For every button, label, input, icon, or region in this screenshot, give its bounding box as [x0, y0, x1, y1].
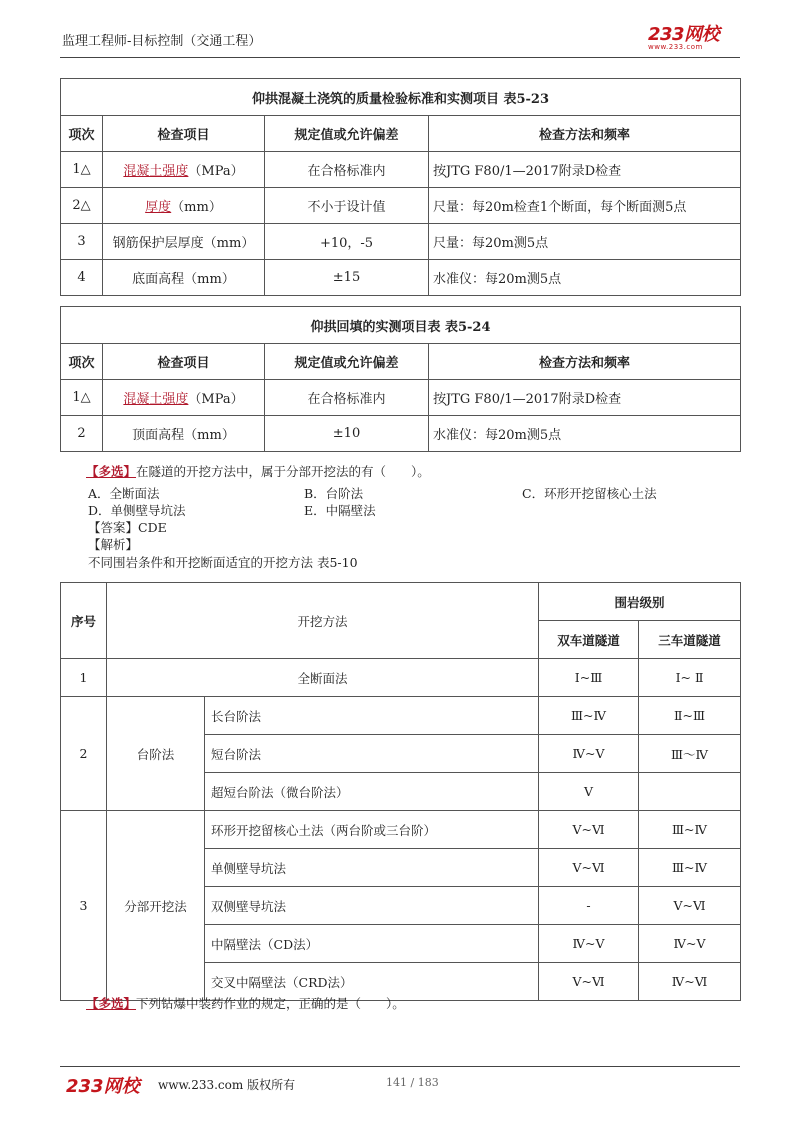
question-text: 下列钻爆中装药作业的规定，正确的是（ ）。 [136, 996, 405, 1011]
table-row [61, 416, 741, 452]
item-link[interactable]: 混凝土强度 [123, 164, 189, 179]
cell-sub-method: 中隔壁法（CD法） [205, 925, 539, 963]
col-header: 检查项目 [103, 344, 265, 380]
cell-item: 底面高程（mm） [103, 260, 265, 296]
item-unit: （mm） [171, 200, 222, 215]
cell-sub-method: 环形开挖留核心土法（两台阶或三台阶） [205, 811, 539, 849]
col-header: 项次 [61, 116, 103, 152]
cell-value: 在合格标准内 [265, 380, 429, 416]
cell-value: ±10 [265, 416, 429, 452]
cell-method: 水准仪：每20m测5点 [429, 416, 741, 452]
cell-sub-method: 交叉中隔壁法（CRD法） [205, 963, 539, 1001]
cell-sub-method: 单侧壁导坑法 [205, 849, 539, 887]
cell-three: Ⅳ~Ⅵ [639, 963, 741, 1001]
cell-sub-method: 双侧壁导坑法 [205, 887, 539, 925]
table-row [61, 659, 741, 697]
cell-two: Ⅳ~Ⅴ [539, 735, 639, 773]
brand-logo [648, 20, 740, 51]
question-2 [86, 995, 405, 1012]
cell-two: Ⅴ [539, 773, 639, 811]
cell-three: Ⅲ~Ⅳ [639, 811, 741, 849]
page-number: 141 / 183 [386, 1076, 439, 1089]
table-caption: 仰拱回填的实测项目表 表5-24 [61, 307, 741, 344]
item-unit: （MPa） [188, 392, 244, 407]
col-header-no: 序号 [61, 583, 107, 659]
page-header-title: 监理工程师-目标控制（交通工程） [62, 34, 262, 49]
cell-no: 1 [61, 659, 107, 697]
cell-value: +10，-5 [265, 224, 429, 260]
cell-method: 水准仪：每20m测5点 [429, 260, 741, 296]
cell-no: 1△ [61, 152, 103, 188]
col-header: 项次 [61, 344, 103, 380]
option-c: C．环形开挖留核心土法 [522, 486, 657, 501]
brand-logo-text: 233网校 [648, 24, 720, 45]
table-row [61, 152, 741, 188]
footer-divider [60, 1066, 740, 1067]
cell-three: Ⅴ~Ⅵ [639, 887, 741, 925]
cell-value: 在合格标准内 [265, 152, 429, 188]
option-e: E．中隔壁法 [304, 503, 376, 518]
cell-item [103, 380, 265, 416]
table-5-10-title: 不同围岩条件和开挖断面适宜的开挖方法 表5-10 [88, 555, 358, 570]
table-row [61, 224, 741, 260]
question-tag[interactable]: 【多选】 [86, 464, 137, 479]
cell-no: 2 [61, 697, 107, 811]
brand-logo-sub: www.233.com [648, 43, 703, 51]
cell-item: 钢筋保护层厚度（mm） [103, 224, 265, 260]
question-text: 在隧道的开挖方法中，属于分部开挖法的有（ ）。 [136, 464, 430, 479]
answer-label: 【答案】CDE [88, 520, 167, 535]
col-header-rock: 围岩级别 [539, 583, 741, 621]
option-b: B．台阶法 [304, 486, 364, 501]
cell-three: Ⅲ～Ⅳ [639, 735, 741, 773]
cell-item: 顶面高程（mm） [103, 416, 265, 452]
cell-two: Ⅴ~Ⅵ [539, 811, 639, 849]
item-link[interactable]: 厚度 [145, 200, 172, 215]
cell-item [103, 152, 265, 188]
cell-sub-method: 短台阶法 [205, 735, 539, 773]
cell-no: 1△ [61, 380, 103, 416]
cell-three: Ⅲ~Ⅳ [639, 849, 741, 887]
cell-two: Ⅴ~Ⅵ [539, 963, 639, 1001]
cell-method: 全断面法 [107, 659, 539, 697]
col-header: 检查方法和频率 [429, 344, 741, 380]
col-header: 检查方法和频率 [429, 116, 741, 152]
cell-three: Ⅳ~Ⅴ [639, 925, 741, 963]
cell-two: Ⅴ~Ⅵ [539, 849, 639, 887]
table-5-23 [60, 78, 741, 296]
cell-sub-method: 超短台阶法（微台阶法） [205, 773, 539, 811]
cell-no: 3 [61, 811, 107, 1001]
cell-sub-method: 长台阶法 [205, 697, 539, 735]
table-row [61, 260, 741, 296]
col-header: 规定值或允许偏差 [265, 344, 429, 380]
table-5-24 [60, 306, 741, 452]
col-header-two-lane: 双车道隧道 [539, 621, 639, 659]
col-header: 规定值或允许偏差 [265, 116, 429, 152]
cell-two: - [539, 887, 639, 925]
option-a: A．全断面法 [88, 486, 160, 501]
cell-two: Ⅳ~Ⅴ [539, 925, 639, 963]
cell-no: 3 [61, 224, 103, 260]
table-row [61, 380, 741, 416]
col-header-three-lane: 三车道隧道 [639, 621, 741, 659]
cell-method: 尺量：每20m检查1个断面，每个断面测5点 [429, 188, 741, 224]
header-divider [60, 57, 740, 58]
footer-site-text: www.233.com 版权所有 [158, 1078, 296, 1092]
table-row [61, 697, 741, 735]
cell-method: 按JTG F80/1—2017附录D检查 [429, 152, 741, 188]
cell-no: 4 [61, 260, 103, 296]
analysis-label: 【解析】 [88, 537, 139, 552]
cell-no: 2△ [61, 188, 103, 224]
table-5-10 [60, 582, 741, 1001]
cell-no: 2 [61, 416, 103, 452]
cell-method-group: 分部开挖法 [107, 811, 205, 1001]
question-1 [86, 463, 430, 480]
cell-method: 尺量：每20m测5点 [429, 224, 741, 260]
footer-brand-logo: 233网校 [66, 1076, 140, 1097]
cell-two: Ⅰ~Ⅲ [539, 659, 639, 697]
table-row [61, 188, 741, 224]
cell-value: 不小于设计值 [265, 188, 429, 224]
cell-method: 按JTG F80/1—2017附录D检查 [429, 380, 741, 416]
item-link[interactable]: 混凝土强度 [123, 392, 189, 407]
question-tag[interactable]: 【多选】 [86, 996, 137, 1011]
cell-three: Ⅱ~Ⅲ [639, 697, 741, 735]
cell-item [103, 188, 265, 224]
cell-value: ±15 [265, 260, 429, 296]
table-row [61, 811, 741, 849]
cell-method-group: 台阶法 [107, 697, 205, 811]
cell-three: Ⅰ~ Ⅱ [639, 659, 741, 697]
item-unit: （MPa） [188, 164, 244, 179]
col-header-method: 开挖方法 [107, 583, 539, 659]
option-d: D．单侧壁导坑法 [88, 503, 186, 518]
cell-two: Ⅲ~Ⅳ [539, 697, 639, 735]
col-header: 检查项目 [103, 116, 265, 152]
table-caption: 仰拱混凝土浇筑的质量检验标准和实测项目 表5-23 [61, 79, 741, 116]
cell-three [639, 773, 741, 811]
